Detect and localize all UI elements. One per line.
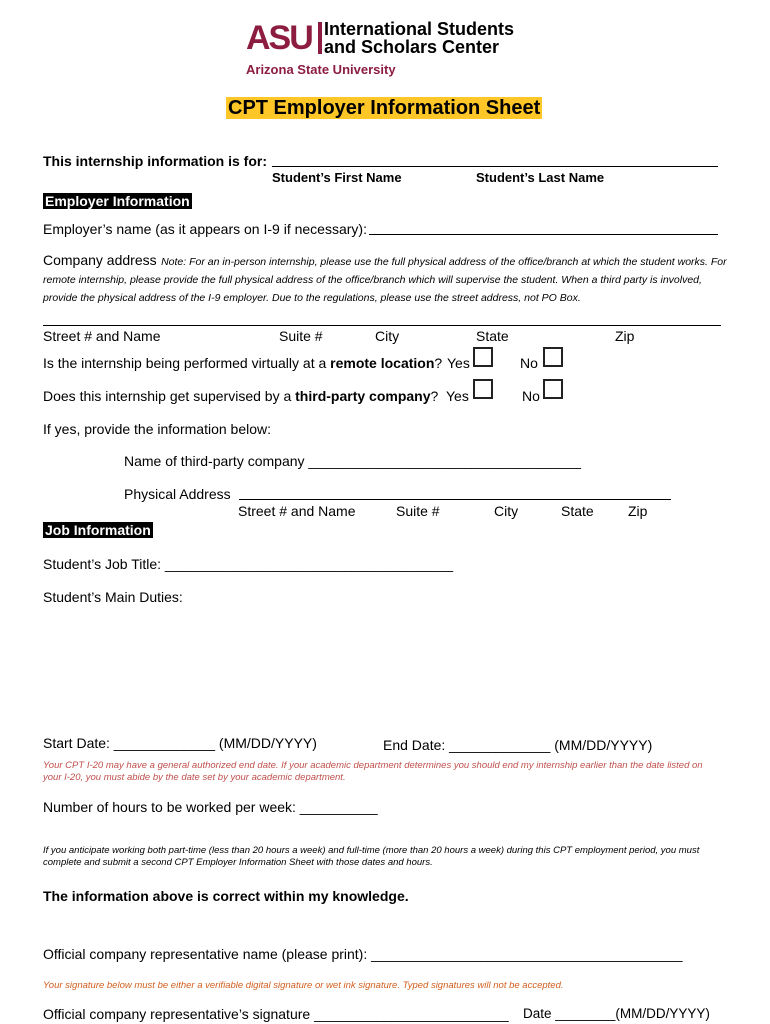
page-title (226, 97, 542, 120)
job-section-label (43, 522, 153, 540)
asu-logo-text: ASU (246, 19, 312, 57)
company-address-block (43, 252, 727, 306)
remote-no-label: No (520, 355, 538, 371)
employer-section-label (43, 193, 192, 211)
addr-col-suite: Suite # (279, 328, 323, 344)
remote-question (43, 355, 442, 371)
start-date-field[interactable]: Start Date: _____________ (MM/DD/YYYY) (43, 735, 317, 751)
addr-col-state: State (476, 328, 509, 344)
remote-question-post: ? (434, 355, 443, 371)
addr-col-city: City (375, 328, 400, 344)
remote-yes-label: Yes (447, 355, 470, 371)
employer-name-label: Employer’s name (as it appears on I-9 if necessary): (43, 221, 367, 237)
student-name-line[interactable] (272, 166, 718, 167)
first-name-label: Student’s First Name (272, 170, 402, 185)
third-no-label: No (522, 388, 540, 404)
remote-question-bold: remote location (330, 355, 435, 371)
rep-name-field[interactable]: Official company representative name (please print): ________________________________________ (43, 946, 683, 962)
intro-label: This internship information is for: (43, 153, 267, 169)
physical-address-line[interactable] (239, 499, 671, 500)
company-address-label: Company address (43, 252, 157, 268)
pa-col-street: Street # and Name (238, 503, 356, 519)
third-yes-checkbox[interactable] (473, 379, 493, 399)
third-party-question-bold: third-party company (295, 388, 431, 404)
cpt-end-date-note: Your CPT I-20 may have a general authorized end date. If your academic department determines you should end my internship earlier than the date listed on your I-20, you must abide by the date set by your academic department. (43, 760, 703, 783)
third-party-question (43, 388, 438, 404)
third-no-checkbox[interactable] (543, 379, 563, 399)
main-duties-label: Student’s Main Duties: (43, 589, 183, 605)
third-party-name-field[interactable]: Name of third-party company ___________________________________ (124, 453, 581, 469)
remote-question-pre: Is the internship being performed virtually at a (43, 355, 331, 371)
employer-name-line[interactable] (369, 234, 718, 235)
rep-signature-field[interactable]: Official company representative’s signature _________________________ (43, 1006, 509, 1022)
end-date-field[interactable]: End Date: _____________ (MM/DD/YYYY) (383, 737, 653, 753)
signature-note: Your signature below must be either a verifiable digital signature or wet ink signature. Typed signatures will not be accepted. (43, 980, 564, 991)
center-name-line1: International Students (324, 19, 515, 39)
last-name-label: Student’s Last Name (476, 170, 605, 185)
remote-no-checkbox[interactable] (543, 347, 563, 367)
pa-col-suite: Suite # (396, 503, 440, 519)
pa-col-zip: Zip (628, 503, 648, 519)
center-name-line2: and Scholars Center (324, 37, 500, 57)
physical-address-label: Physical Address (124, 486, 231, 502)
certify-statement: The information above is correct within my knowledge. (43, 888, 409, 904)
company-address-note: Note: For an in-person internship, please use the full physical address of the office/branch at which the student works. For remote internship, please provide the full physical address of the office/branch which will supervise the student. When a third party is involved, provide the physical address of the I-9 employer. Due to the regulations, please use the street address, not PO Box. (43, 256, 727, 304)
job-section-label-text: Job Information (45, 522, 151, 538)
page-title-text: CPT Employer Information Sheet (228, 97, 541, 119)
company-address-line[interactable] (43, 325, 721, 326)
logo-divider (318, 22, 322, 54)
pa-col-city: City (494, 503, 519, 519)
if-yes-label: If yes, provide the information below: (43, 421, 272, 437)
addr-col-street: Street # and Name (43, 328, 161, 344)
employer-section-label-text: Employer Information (45, 193, 190, 209)
parttime-note: If you anticipate working both part-time (less than 20 hours a week) and full-time (more than 20 hours a week) during this CPT employment period, you must complete and submit a second CPT Employer Information Sheet with those dates and hours. (43, 845, 700, 868)
university-name: Arizona State University (246, 62, 396, 77)
hours-per-week-field[interactable]: Number of hours to be worked per week: __________ (43, 799, 378, 815)
pa-col-state: State (561, 503, 594, 519)
remote-yes-checkbox[interactable] (473, 347, 493, 367)
signature-date-field[interactable]: Date ________(MM/DD/YYYY) (523, 1006, 710, 1021)
job-title-field[interactable]: Student’s Job Title: _____________________________________ (43, 556, 454, 572)
third-party-question-pre: Does this internship get supervised by a (43, 388, 296, 404)
third-yes-label: Yes (446, 388, 469, 404)
third-party-question-post: ? (430, 388, 439, 404)
addr-col-zip: Zip (615, 328, 635, 344)
